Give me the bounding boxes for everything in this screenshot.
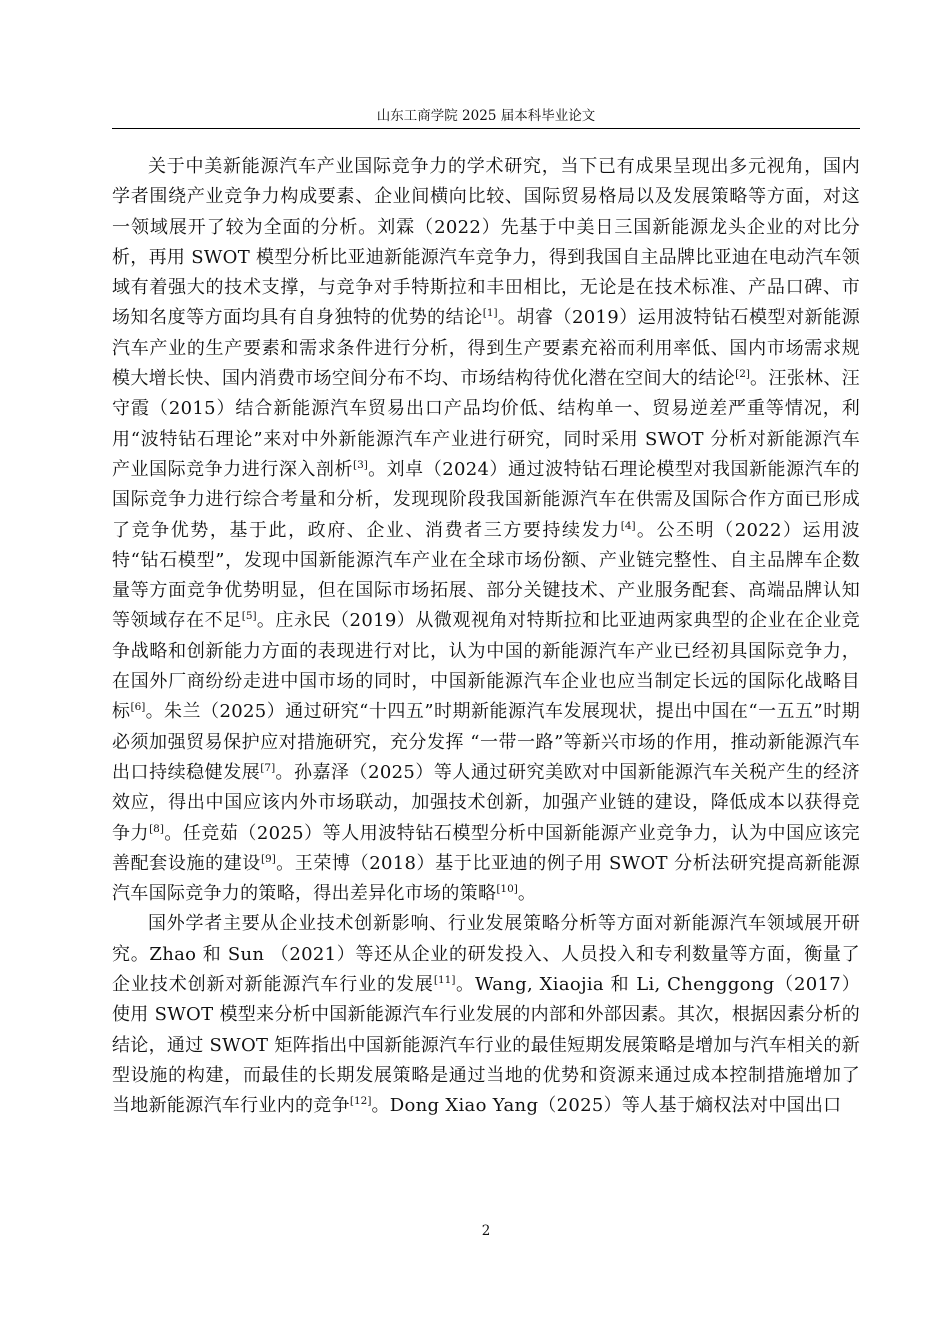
citation-ref: [7]	[260, 761, 276, 774]
text-segment: 。刘卓（2024）通过波特钻石理论模型对我国新能源汽车的国际竞争力进行综合考量和分析，发现现阶段我国新能源汽车在供需及国际合作方面已形成了竞争优势，基于此，政府、企业、消费者三方要持续发力	[112, 458, 860, 541]
paragraph-foreign-research	[112, 909, 860, 1121]
citation-ref: [8]	[149, 822, 164, 835]
text-segment: 。Wang, Xiaojia 和 Li, Chenggong（2017）使用 SWOT 模型来分析中国新能源汽车行业发展的内部和外部因素。其次，根据因素分析的结论，通过 SWOT 矩阵指出中国新能源汽车行业的最佳短期发展策略是增加与汽车相关的新型设施的构建，而最佳的长期发展策略是通过当地的优势和资源来通过成本控制措施增加了当地新能源汽车行业内的竞争	[112, 974, 860, 1117]
running-header: 山东工商学院 2025 届本科毕业论文	[376, 108, 596, 124]
citation-ref: [5]	[241, 610, 257, 623]
text-segment: 国外学者主要从企业技术创新影响、行业发展策略分析等方面对新能源汽车领域展开研究。Zhao 和 Sun （2021）等还从企业的研发投入、人员投入和专利数量等方面，衡量了企业技术创新对新能源汽车行业的发展	[112, 913, 860, 996]
text-segment: 。汪张林、汪守霞（2015）结合新能源汽车贸易出口产品均价低、结构单一、贸易逆差严重等情况，利用“波特钻石理论”来对中外新能源汽车产业进行研究，同时采用 SWOT 分析对新能源汽车产业国际竞争力进行深入剖析	[112, 368, 860, 480]
text-segment: 。任竞茹（2025）等人用波特钻石模型分析中国新能源产业竞争力，认为中国应该完善配套设施的建设	[112, 822, 860, 874]
citation-ref: [6]	[130, 701, 146, 714]
body-text	[112, 152, 860, 1122]
text-segment: 。Dong Xiao Yang（2025）等人基于熵权法对中国出口	[371, 1095, 842, 1117]
paragraph-domestic-research	[112, 152, 860, 909]
text-segment: 。朱兰（2025）通过研究“十四五”时期新能源汽车发展现状，提出中国在“一五五”时期必须加强贸易保护应对措施研究，充分发挥 “一带一路”等新兴市场的作用，推动新能源汽车出口持续稳健发展	[112, 701, 860, 783]
text-segment: 。胡睿（2019）运用波特钻石模型对新能源汽车产业的生产要素和需求条件进行分析，得到生产要素充裕而利用率低、国内市场需求规模大增长快、国内消费市场空间分布不均、市场结构待优化潜在空间大的结论	[112, 307, 861, 390]
citation-ref: [1]	[482, 307, 498, 320]
citation-ref: [9]	[260, 852, 276, 865]
page-number: 2	[481, 1223, 491, 1239]
text-segment: 关于中美新能源汽车产业国际竞争力的学术研究，当下已有成果呈现出多元视角，国内学者围绕产业竞争力构成要素、企业间横向比较、国际贸易格局以及发展策略等方面，对这一领域展开了较为全面的分析。刘霖（2022）先基于中美日三国新能源龙头企业的对比分析，再用 SWOT 模型分析比亚迪新能源汽车竞争力，得到我国自主品牌比亚迪在电动汽车领域有着强大的技术支撑，与竞争对手特斯拉和丰田相比，无论是在技术标准、产品口碑、市场知名度等方面均具有自身独特的优势的结论	[112, 156, 860, 329]
citation-ref: [2]	[735, 368, 751, 381]
text-segment: 。庄永民（2019）从微观视角对特斯拉和比亚迪两家典型的企业在企业竞争战略和创新能力方面的表现进行对比，认为中国的新能源汽车产业已经初具国际竞争力，在国外厂商纷纷走进中国市场的同时，中国新能源汽车企业也应当制定长远的国际化战略目标	[112, 610, 860, 723]
citation-ref: [3]	[352, 458, 368, 471]
header-divider	[112, 128, 860, 129]
text-segment: 。	[517, 883, 537, 905]
citation-ref: [12]	[349, 1095, 372, 1108]
citation-ref: [10]	[496, 883, 518, 896]
citation-ref: [11]	[433, 974, 456, 987]
text-segment: 。公丕明（2022）运用波特“钻石模型”，发现中国新能源汽车产业在全球市场份额、产业链完整性、自主品牌车企数量等方面竞争优势明显，但在国际市场拓展、部分关键技术、产业服务配套、高端品牌认知等领域存在不足	[112, 519, 860, 632]
text-segment: 。孙嘉泽（2025）等人通过研究美欧对中国新能源汽车关税产生的经济效应，得出中国应该内外市场联动，加强技术创新，加强产业链的建设，降低成本以获得竞争力	[112, 761, 860, 844]
citation-ref: [4]	[620, 519, 636, 532]
text-segment: 。王荣博（2018）基于比亚迪的例子用 SWOT 分析法研究提高新能源汽车国际竞争力的策略，得出差异化市场的策略	[112, 852, 861, 905]
